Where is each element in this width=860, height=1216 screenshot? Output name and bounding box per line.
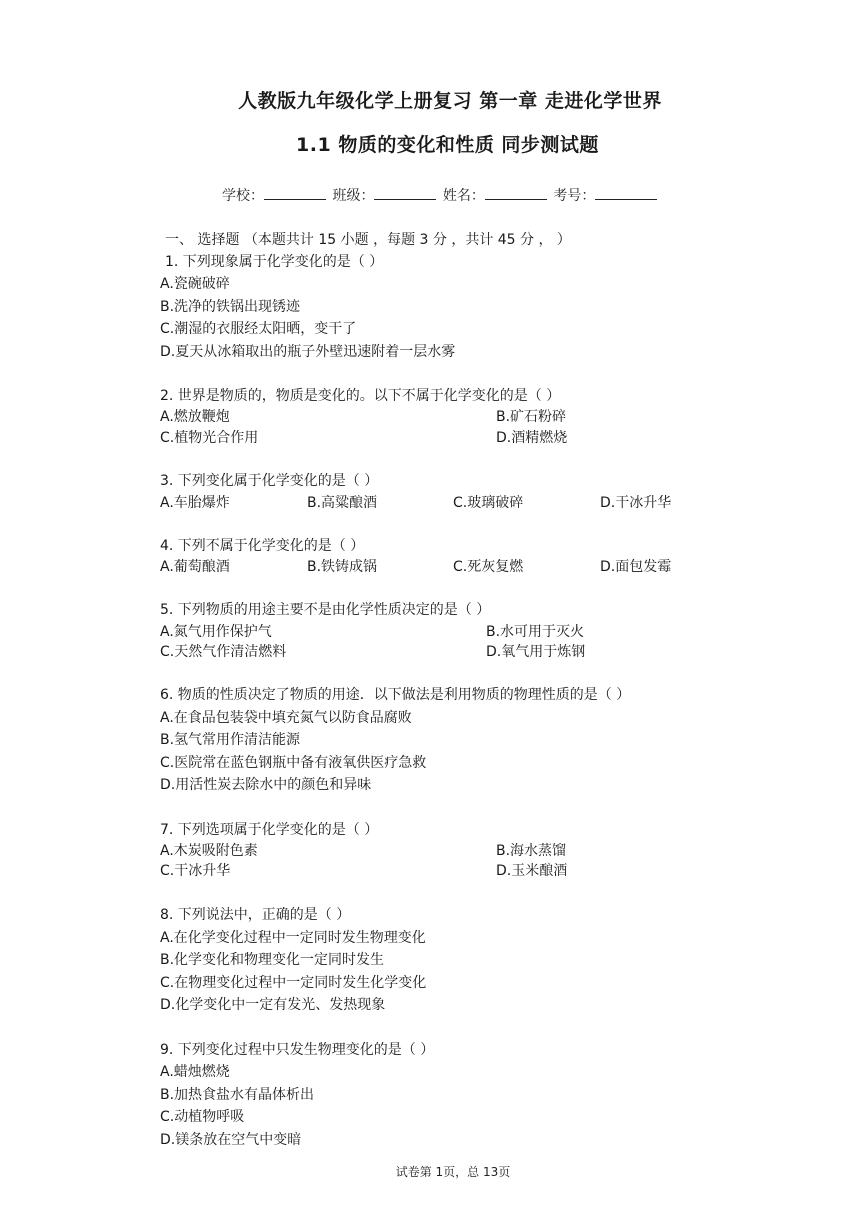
class-blank[interactable] <box>374 185 436 200</box>
question-8-option-d[interactable]: D.化学变化中一定有发光、发热现象 <box>160 997 386 1013</box>
question-5-option-a[interactable]: A.氮气用作保护气 <box>160 624 272 640</box>
question-7-option-c[interactable]: C.干冰升华 <box>160 863 231 879</box>
question-1-option-c[interactable]: C.潮湿的衣服经太阳晒，变干了 <box>160 321 357 337</box>
question-1-option-a[interactable]: A.瓷碗破碎 <box>160 276 230 292</box>
question-6-stem: 6. 物质的性质决定了物质的用途．以下做法是利用物质的物理性质的是（ ） <box>160 687 631 703</box>
question-7-option-b[interactable]: B.海水蒸馏 <box>496 843 567 859</box>
name-blank[interactable] <box>485 185 547 200</box>
question-4-option-a[interactable]: A.葡萄酿酒 <box>160 559 230 575</box>
question-3-option-a[interactable]: A.车胎爆炸 <box>160 495 230 511</box>
student-info-line <box>222 185 657 205</box>
page-footer: 试卷第 1页，总 13页 <box>395 1165 511 1179</box>
question-4-option-c[interactable]: C.死灰复燃 <box>453 559 524 575</box>
question-8-option-c[interactable]: C.在物理变化过程中一定同时发生化学变化 <box>160 975 427 991</box>
question-1-stem: 1. 下列现象属于化学变化的是（ ） <box>165 254 384 270</box>
class-label: 班级： <box>332 188 375 204</box>
question-5-stem: 5. 下列物质的用途主要不是由化学性质决定的是（ ） <box>160 602 491 618</box>
question-3-stem: 3. 下列变化属于化学变化的是（ ） <box>160 473 379 489</box>
question-2-option-a[interactable]: A.燃放鞭炮 <box>160 409 230 425</box>
question-2-stem: 2. 世界是物质的，物质是变化的。以下不属于化学变化的是（ ） <box>160 388 561 404</box>
question-9-option-a[interactable]: A.蜡烛燃烧 <box>160 1064 230 1080</box>
school-blank[interactable] <box>264 185 326 200</box>
exam-title-line1: 人教版九年级化学上册复习 第一章 走进化学世界 <box>238 90 662 112</box>
exam-title-line2: 1.1 物质的变化和性质 同步测试题 <box>296 134 599 156</box>
question-3-option-d[interactable]: D.干冰升华 <box>600 495 672 511</box>
question-9-option-b[interactable]: B.加热食盐水有晶体析出 <box>160 1087 315 1103</box>
exam-number-blank[interactable] <box>595 185 657 200</box>
exam-number-label: 考号： <box>553 188 596 204</box>
question-1-option-b[interactable]: B.洗净的铁锅出现锈迹 <box>160 299 301 315</box>
question-7-option-a[interactable]: A.木炭吸附色素 <box>160 843 258 859</box>
question-2-option-c[interactable]: C.植物光合作用 <box>160 430 259 446</box>
question-1-option-d[interactable]: D.夏天从冰箱取出的瓶子外壁迅速附着一层水雾 <box>160 344 456 360</box>
question-9-option-d[interactable]: D.镁条放在空气中变暗 <box>160 1132 302 1148</box>
question-5-option-b[interactable]: B.水可用于灭火 <box>486 624 585 640</box>
question-8-stem: 8. 下列说法中，正确的是（ ） <box>160 907 351 923</box>
question-5-option-c[interactable]: C.天然气作清洁燃料 <box>160 644 287 660</box>
question-9-option-c[interactable]: C.动植物呼吸 <box>160 1109 245 1125</box>
question-8-option-a[interactable]: A.在化学变化过程中一定同时发生物理变化 <box>160 930 426 946</box>
name-label: 姓名： <box>442 188 485 204</box>
question-5-option-d[interactable]: D.氧气用于炼钢 <box>486 644 586 660</box>
question-3-option-b[interactable]: B.高粱酿酒 <box>307 495 378 511</box>
section-header: 一、 选择题 （本题共计 15 小题 ，每题 3 分 ，共计 45 分 ， ） <box>165 232 571 248</box>
question-9-stem: 9. 下列变化过程中只发生物理变化的是（ ） <box>160 1042 435 1058</box>
question-4-option-d[interactable]: D.面包发霉 <box>600 559 672 575</box>
school-label: 学校： <box>222 188 264 204</box>
question-6-option-c[interactable]: C.医院常在蓝色钢瓶中备有液氧供医疗急救 <box>160 755 427 771</box>
question-3-option-c[interactable]: C.玻璃破碎 <box>453 495 524 511</box>
question-7-stem: 7. 下列选项属于化学变化的是（ ） <box>160 822 379 838</box>
question-2-option-b[interactable]: B.矿石粉碎 <box>496 409 567 425</box>
question-4-option-b[interactable]: B.铁铸成锅 <box>307 559 378 575</box>
question-6-option-a[interactable]: A.在食品包装袋中填充氮气以防食品腐败 <box>160 710 412 726</box>
question-6-option-d[interactable]: D.用活性炭去除水中的颜色和异味 <box>160 777 372 793</box>
question-6-option-b[interactable]: B.氢气常用作清洁能源 <box>160 732 301 748</box>
question-2-option-d[interactable]: D.酒精燃烧 <box>496 430 568 446</box>
question-8-option-b[interactable]: B.化学变化和物理变化一定同时发生 <box>160 952 385 968</box>
question-4-stem: 4. 下列不属于化学变化的是（ ） <box>160 538 365 554</box>
question-7-option-d[interactable]: D.玉米酿酒 <box>496 863 568 879</box>
